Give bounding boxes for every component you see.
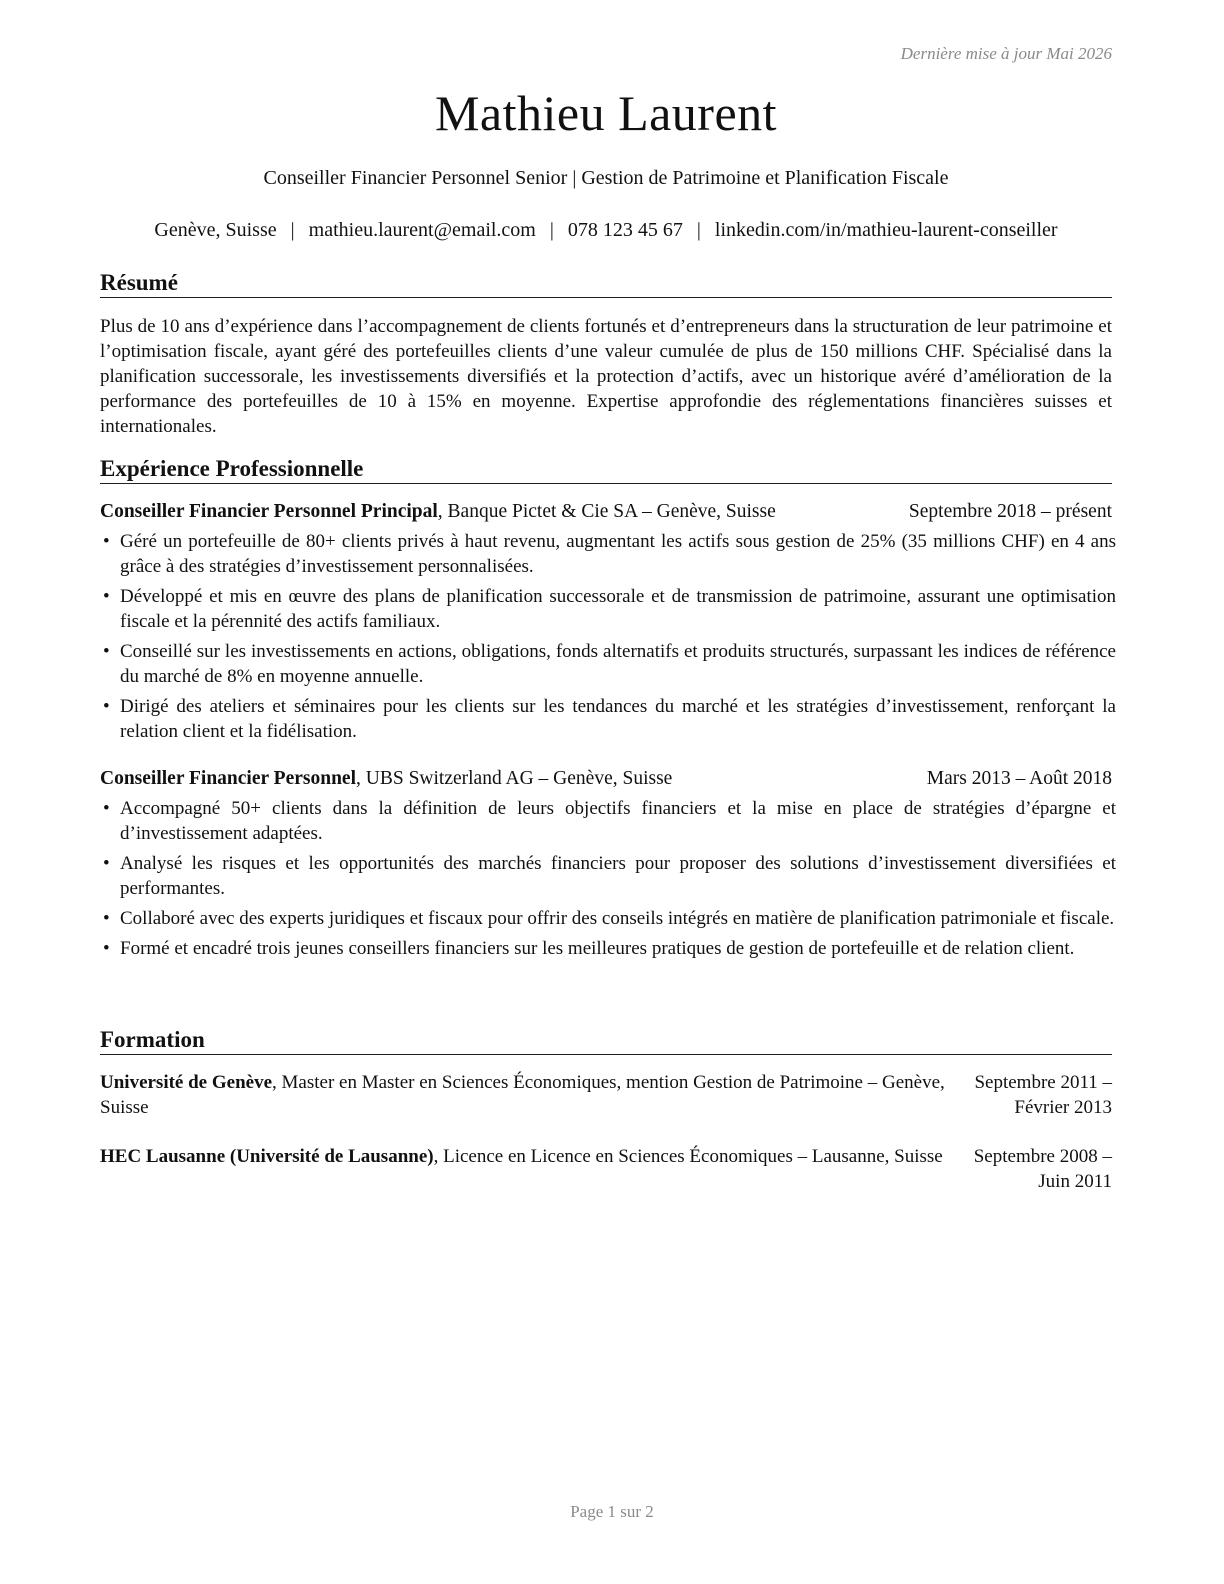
job-bullet: • Développé et mis en œuvre des plans de planification successorale et de transmission de patrimoine, assurant une optimisation fiscale et la pérennité des actifs familiaux. <box>100 584 1116 634</box>
candidate-name: Mathieu Laurent <box>434 85 778 141</box>
section-title-experience: Expérience Professionnelle <box>100 456 1112 484</box>
education-entry <box>100 1070 1112 1120</box>
job-dates: Mars 2013 – Août 2018 <box>926 768 1112 789</box>
page-number: Page 1 sur 2 <box>570 1502 654 1521</box>
contact-linkedin[interactable]: linkedin.com/in/mathieu-laurent-conseiller <box>714 219 1058 241</box>
job-bullets <box>100 796 1116 966</box>
education-dates: Septembre 2008 – Juin 2011 <box>973 1146 1112 1192</box>
section-title-summary: Résumé <box>100 270 1112 298</box>
education-school: HEC Lausanne (Université de Lausanne) <box>100 1146 434 1167</box>
job-header <box>100 766 1112 791</box>
contact-separator: | <box>290 219 295 241</box>
contact-email[interactable]: mathieu.laurent@email.com <box>308 219 536 241</box>
job-dates: Septembre 2018 – présent <box>908 501 1112 522</box>
job-bullet: • Conseillé sur les investissements en actions, obligations, fonds alternatifs et produits structurés, surpassant les indices de référence du marché de 8% en moyenne annuelle. <box>100 639 1116 689</box>
candidate-headline: Conseiller Financier Personnel Senior | Gestion de Patrimoine et Planification Fiscale <box>263 167 949 189</box>
contact-separator: | <box>549 219 554 241</box>
education-main <box>100 1144 978 1169</box>
job-bullet: • Géré un portefeuille de 80+ clients privés à haut revenu, augmentant les actifs sous gestion de 25% (35 millions CHF) en 4 ans grâce à des stratégies d’investissement personnalisées. <box>100 529 1116 579</box>
contact-line <box>88 219 1124 242</box>
job-bullets <box>100 529 1116 749</box>
job-bullet: • Collaboré avec des experts juridiques et fiscaux pour offrir des conseils intégrés en matière de planification patrimoniale et fiscale. <box>100 906 1116 931</box>
contact-phone[interactable]: 078 123 45 67 <box>567 219 683 241</box>
job-bullet: • Formé et encadré trois jeunes conseillers financiers sur les meilleures pratiques de gestion de portefeuille et de relation client. <box>100 936 1116 961</box>
section-title-education: Formation <box>100 1027 1112 1055</box>
education-dates: Septembre 2011 – Février 2013 <box>974 1072 1112 1118</box>
contact-location: Genève, Suisse <box>154 219 277 241</box>
job-employer: , UBS Switzerland AG – Genève, Suisse <box>356 768 673 789</box>
job-bullet: • Dirigé des ateliers et séminaires pour les clients sur les tendances du marché et les stratégies d’investissement, renforçant la relation client et la fidélisation. <box>100 694 1116 744</box>
contact-separator: | <box>696 219 701 241</box>
education-entry <box>100 1144 1112 1192</box>
education-degree: , Licence en Licence en Sciences Économiques – Lausanne, Suisse <box>433 1146 943 1167</box>
summary-text: Plus de 10 ans d’expérience dans l’accompagnement de clients fortunés et d’entrepreneurs dans la structuration de leur patrimoine et l’optimisation fiscale, ayant géré des portefeuilles clients d’une valeur cumulée de plus de 150 millions CHF. Spécialisé dans la planification successorale, les investissements diversifiés et la protection d’actifs, avec un historique avéré d’amélioration de la performance des portefeuilles de 10 à 15% en moyenne. Expertise approfondie des réglementations financières suisses et internationales. <box>100 316 1112 437</box>
job-bullet: • Accompagné 50+ clients dans la définition de leurs objectifs financiers et la mise en place de stratégies d’épargne et d’investissement adaptées. <box>100 796 1116 846</box>
job-employer: , Banque Pictet & Cie SA – Genève, Suisse <box>437 501 776 522</box>
education-main <box>100 1070 978 1120</box>
last-updated-note: Dernière mise à jour Mai 2026 <box>900 44 1112 63</box>
education-degree: , Master en Master en Sciences Économiques, mention Gestion de Patrimoine – Genève, Suisse <box>100 1072 945 1118</box>
job-bullet: • Analysé les risques et les opportunités des marchés financiers pour proposer des solutions d’investissement diversifiées et performantes. <box>100 851 1116 901</box>
education-school: Université de Genève <box>100 1072 273 1093</box>
job-title: Conseiller Financier Personnel Principal <box>100 501 438 522</box>
job-header <box>100 499 1112 524</box>
job-title: Conseiller Financier Personnel <box>100 768 357 789</box>
